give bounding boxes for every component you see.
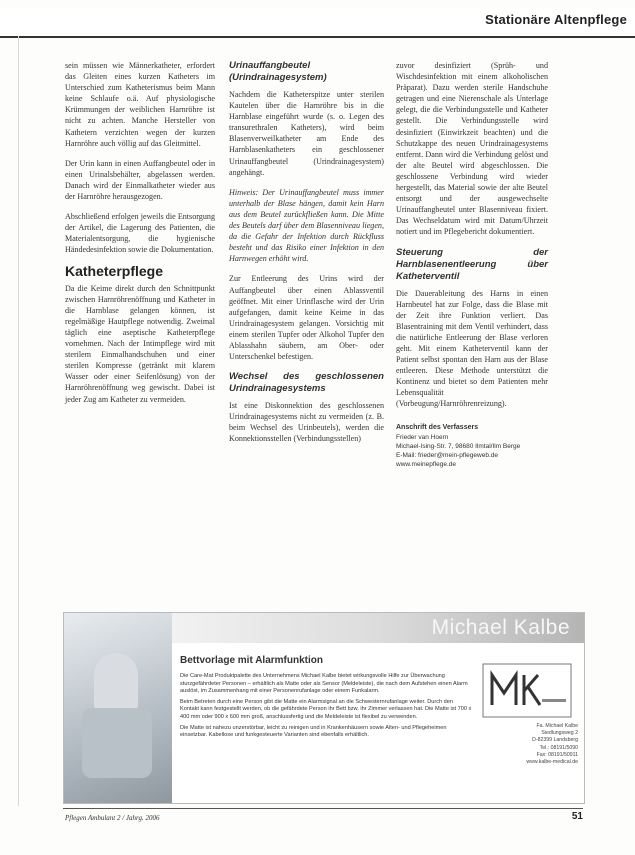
ad-contact <box>494 723 578 766</box>
contact-line: Fax: 08191/50911 <box>536 751 578 758</box>
contact-line: www.kalbe-medical.de <box>526 759 578 766</box>
contact-line: Fa. Michael Kalbe <box>536 723 578 729</box>
paragraph: sein müssen wie Männerkatheter, erfordert das Gleiten eines kurzen Katheters im Unterschied zum Katheterismus beim Mann keine Schlaufe o.ä. Auf physiologische Krümmungen der weiblichen Harnröhre ist nicht zu achten. Manche Hersteller von Kathetern verzichten wegen der kurzen Harnröhre auch völlig auf das Gleitmittel. <box>65 61 215 148</box>
footer-rule <box>63 808 583 809</box>
left-margin-rule <box>18 36 19 806</box>
column-3 <box>396 60 548 469</box>
author-line: www.meinepflege.de <box>396 460 456 468</box>
ad-title: Bettvorlage mit Alarmfunktion <box>180 655 323 666</box>
hint-paragraph: Hinweis: Der Urinauffangbeutel muss immer unterhalb der Blase hängen, damit kein Harn aus dem Beutel zurückfließen kann. Die Mitte des Beutels darf über dem Blasenniveau liegen, da die Gefahr der Infektion durch Rückfluss besteht und das Risiko einer Infektion in den Harnwegen erhöht wird. <box>229 187 384 264</box>
paragraph: Zur Entleerung des Urins wird der Auffangbeutel über einen Ablassventil geöffnet. Mit einer Urinflasche wird der Urin aufgefangen, damit keine Keime in das Urindrainagesystem gelangen. Vorsichtig mit einem sterilen Tupfer oder Alkohol Tupfer den Ablasshahn säubern, am Ober- oder Unterschenkel befestigen. <box>229 274 384 362</box>
paragraph: Der Urin kann in einen Auffangbeutel oder in einen Urinalsbehälter, abgelassen werden. Danach wird der Einmalkatheter wieder aus der Harnröhre herausgezogen. <box>65 158 215 202</box>
column-1 <box>65 60 215 414</box>
subheading-wechsel: Wechsel des geschlossenen Urindrainagesystems <box>229 371 384 395</box>
page-number: 51 <box>571 811 583 822</box>
ad-paragraph: Beim Betreten durch eine Person gibt die Matte ein Alarmsignal an die Schwesternrufanlage weiter. Durch den Kontakt kann festgestellt werden, ob die gefährdete Person ihr Bett bzw. ihr Zimmer verlassen hat. Die Matte ist 700 x 400 mm oder 900 x 600 mm groß, anschlussfertig und die Meldeleiste ist flexibel zu verwenden. <box>180 698 472 720</box>
contact-line: Siedlungsweg 2 <box>541 730 578 737</box>
ad-brand: Michael Kalbe <box>431 616 570 639</box>
paragraph: Abschließend erfolgen jeweils die Entsorgung der Artikel, die Lagerung des Patienten, die Materialentsorgung, die hygienische Händedesinfektion sowie die Dokumentation. <box>65 212 215 255</box>
contact-line: D-82399 Landsberg <box>532 737 578 744</box>
ad-banner <box>172 613 584 643</box>
contact-line: Tel.: 08191/5090 <box>539 744 578 751</box>
column-2 <box>229 60 384 454</box>
section-title: Stationäre Altenpflege <box>485 12 627 27</box>
author-line: Michael-Ising-Str. 7, 98680 Ilmtal/Ilm Berge <box>396 442 521 450</box>
section-heading-katheterpflege: Katheterpflege <box>65 262 164 279</box>
ad-paragraph: Die Care-Mat Produktpalette des Unternehmens Michael Kalbe bietet wirkungsvolle Hilfe zur Überwachung sturzgefährdeter Personen – erhältlich als Matte oder als Sensor (Meldeleiste), die nach dem Aufstehen einen Alarm auslöst, im Zusammenhang mit einer Personenrufanlage oder einem Funkalarm. <box>180 673 468 695</box>
header-bar <box>0 8 635 38</box>
mk-logo-icon <box>482 663 572 718</box>
author-title: Anschrift des Verfassers <box>396 423 479 431</box>
paragraph: zuvor desinfiziert (Sprüh- und Wischdesinfektion mit einem alkoholischen Präparat). Dazu werden sterile Handschuhe getragen und eine Nierenschale als Unterlage gelegt, die die Verbindungsstelle und Katheter gestellt. Die Verbindungsstelle wird desinfiziert (Einwirkzeit beachten) und die Schutzkappe des neuen Urindrainagesystems entfernt. Dann wird die Verbindung gelöst und der alte Beutel wird abgeschlossen. Die geschlossene Verbindung wird wieder hergestellt, das Material sowie der alte Beutel entsorgt und der ausgewechselte Urinauffangbeutel unter Blasenniveau fixiert. Das Wechseldatum wird mit Datum/Uhrzeit notiert und im Pflegebericht dokumentiert. <box>396 61 548 237</box>
paragraph: Die Dauerableitung des Harns in einen Harnbeutel hat zur Folge, dass die Blase mit der Zeit ihre Funktion verliert. Das Blasentraining mit dem Ventil verhindert, dass die natürliche Entleerung der Blase verloren geht. Mit einem Katheterventil kann der Patient selbst spontan den Harn aus der Blase entleeren. Diese Methode unterstützt die Kontinenz und bietet so dem Patienten mehr Lebensqualität (Vorbeugung/Harnröhrenreizung). <box>396 288 548 409</box>
ad-body <box>180 673 472 743</box>
ad-paragraph: Die Matte ist nahezu unzerstörbar, leicht zu reinigen und in Krankenhäusern sowie Alten- und Pflegeheimen einsetzbar. Kabellose und funkgesteuerte Varianten sind ebenfalls erhältlich. <box>180 724 447 739</box>
ad-photo-bed <box>82 708 152 778</box>
advertisement <box>63 612 585 804</box>
ad-photo-person <box>94 653 138 713</box>
ad-photo <box>64 613 172 803</box>
subheading-steuerung: Steuerung der Harnblasenentleerung über Katheterventil <box>396 246 548 282</box>
author-line: Frieder van Hoern <box>396 433 449 441</box>
paragraph: Ist eine Diskonnektion des geschlossenen Urindrainagesystems nicht zu vermeiden (z. B. beim Wechsel des Urinbeutels), werden die Konnektionsstellen (Verbindungsstellen) <box>229 401 384 444</box>
paragraph: Nachdem die Katheterspitze unter sterilen Kautelen über die Harnröhre bis in die Harnblase eingeführt wurde (s. o. Legen des transurethralen Katheters), wird beim Blasenverweilkatheter am Ende des Harnblasenkatheters ein geschlossener Urinauffangbeutel (Urindrainagesystem) angehängt. <box>229 90 384 177</box>
subheading-urinauffangbeutel: Urinauffangbeutel (Urindrainagesystem) <box>229 60 327 83</box>
paragraph: Da die Keime direkt durch den Schnittpunkt zwischen Harnröhrenöffnung und Katheter in die Harnblase gelangen können, ist regelmäßige Hautpflege notwendig. Zweimal täglich eine aseptische Katheterpflege vornehmen. Nach der Intimpflege wird mit sterilem Einmalhandschuhen und einer sterilen Kompresse (getränkt mit klarem Wasser oder einer Seifenlösung) von der Harnröhrenöffnung weg gewischt. Dabei ist jeder Zug am Katheter zu vermeiden. <box>65 283 215 404</box>
footer-publication: Pflegen Ambulant 2 / Jahrg. 2006 <box>65 814 160 822</box>
author-line: E-Mail: frieder@mein-pflegeweb.de <box>396 451 498 459</box>
